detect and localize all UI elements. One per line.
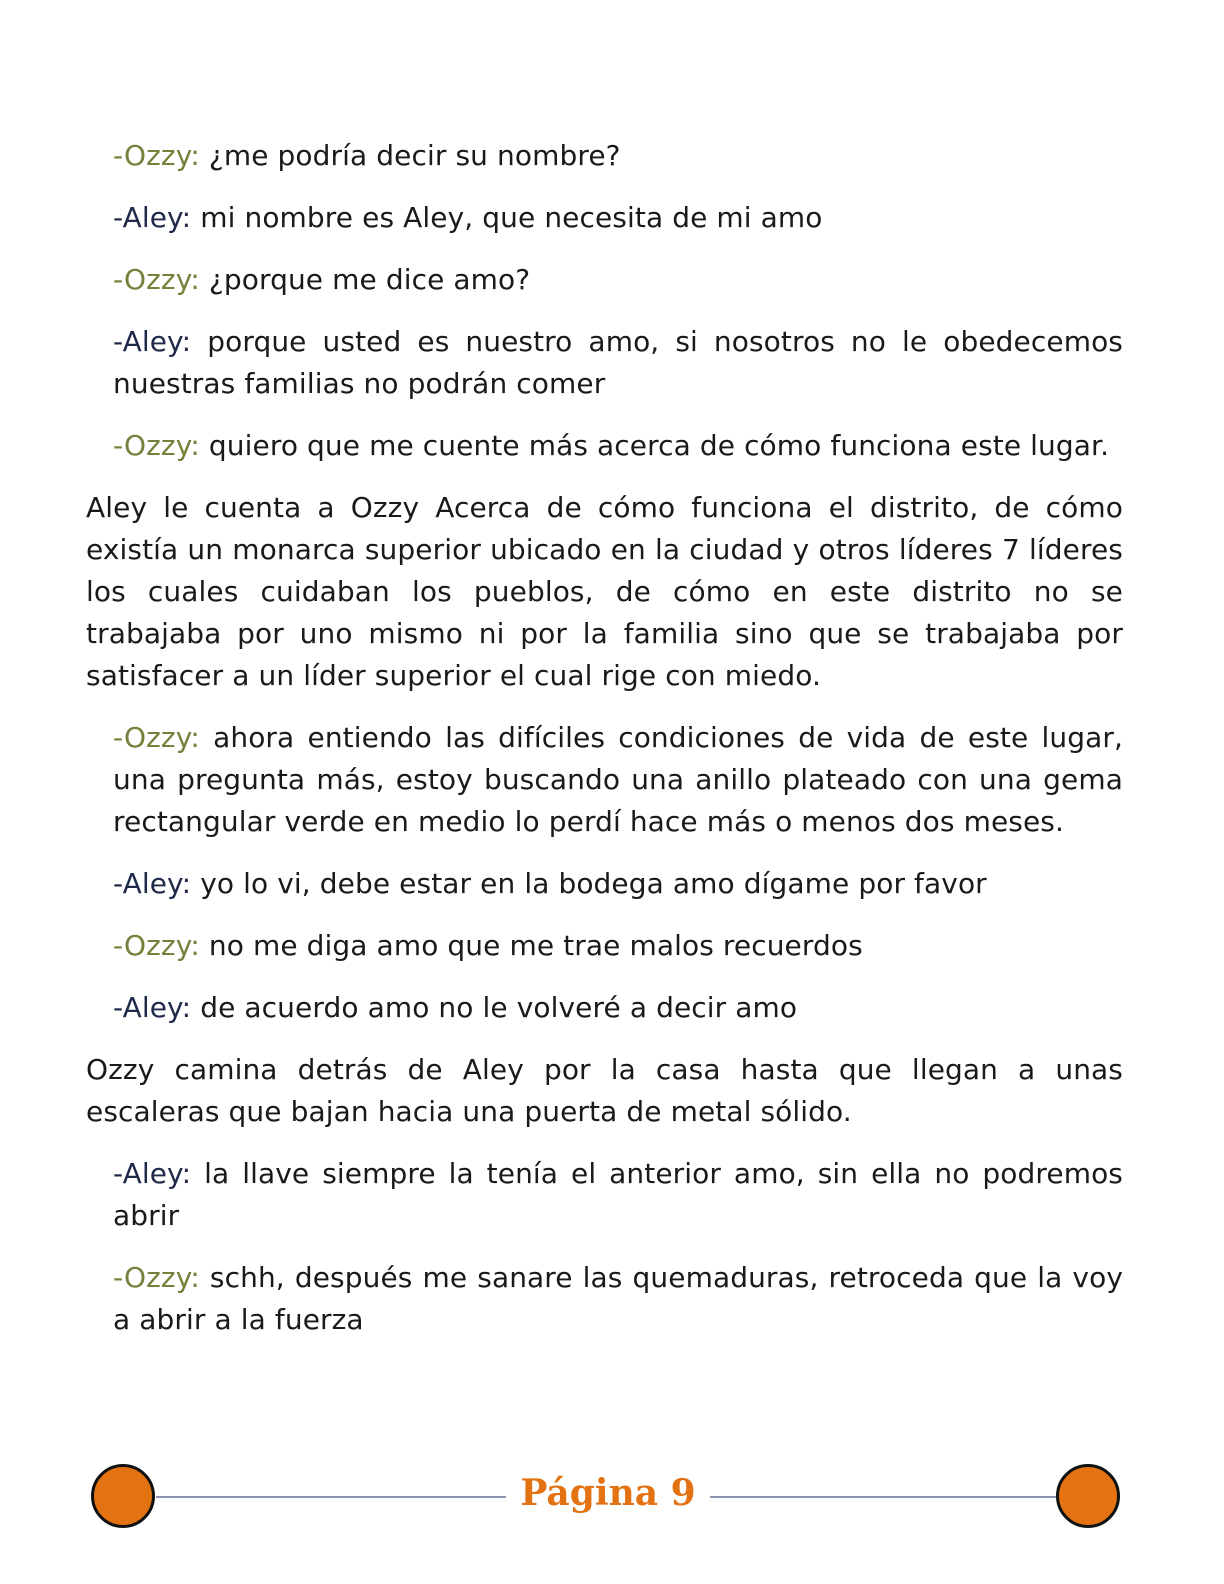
speaker-label: -Ozzy: bbox=[113, 1261, 200, 1294]
footer-divider bbox=[710, 1496, 1056, 1498]
speaker-label: -Ozzy: bbox=[113, 929, 200, 962]
narration-paragraph: Ozzy camina detrás de Aley por la casa hasta que llegan a unas escaleras que bajan hacia una puerta de metal sólido. bbox=[86, 1053, 1123, 1128]
page-body bbox=[86, 135, 1123, 1361]
dialog-text: quiero que me cuente más acerca de cómo funciona este lugar. bbox=[199, 429, 1110, 462]
speaker-label: -Aley: bbox=[113, 201, 192, 234]
dialog-text: no me diga amo que me trae malos recuerdos bbox=[199, 929, 863, 962]
speaker-label: -Aley: bbox=[113, 1157, 192, 1190]
speaker-label: -Ozzy: bbox=[113, 721, 200, 754]
dialog-text: schh, después me sanare las quemaduras, retroceda que la voy a abrir a la fuerza bbox=[113, 1261, 1123, 1336]
dialog-line bbox=[86, 135, 1123, 177]
dialog-line bbox=[86, 717, 1123, 843]
speaker-label: -Ozzy: bbox=[113, 429, 200, 462]
dialog-text: ¿me podría decir su nombre? bbox=[199, 139, 621, 172]
narration-paragraph: Aley le cuenta a Ozzy Acerca de cómo funciona el distrito, de cómo existía un monarca superior ubicado en la ciudad y otros líderes 7 líderes los cuales cuidaban los pueblos, de cómo en este distrito no se trabajaba por uno mismo ni por la familia sino que se trabajaba por satisfacer a un líder superior el cual rige con miedo. bbox=[86, 491, 1123, 692]
dialog-line bbox=[86, 863, 1123, 905]
dialog-text: la llave siempre la tenía el anterior amo, sin ella no podremos abrir bbox=[113, 1157, 1123, 1232]
speaker-label: -Aley: bbox=[113, 867, 192, 900]
dialog-text: ahora entiendo las difíciles condiciones de vida de este lugar, una pregunta más, estoy buscando una anillo plateado con una gema rectangular verde en medio lo perdí hace más o menos dos meses. bbox=[113, 721, 1123, 838]
speaker-label: -Ozzy: bbox=[113, 263, 200, 296]
dialog-text: mi nombre es Aley, que necesita de mi amo bbox=[191, 201, 823, 234]
dialog-line bbox=[86, 259, 1123, 301]
page-footer bbox=[0, 1460, 1224, 1530]
circle-ornament-icon bbox=[1056, 1464, 1120, 1528]
dialog-line bbox=[86, 1153, 1123, 1237]
dialog-line bbox=[86, 925, 1123, 967]
dialog-line bbox=[86, 1257, 1123, 1341]
dialog-text: ¿porque me dice amo? bbox=[199, 263, 531, 296]
dialog-line bbox=[86, 321, 1123, 405]
dialog-text: de acuerdo amo no le volveré a decir amo bbox=[191, 991, 798, 1024]
dialog-line bbox=[86, 425, 1123, 467]
speaker-label: -Ozzy: bbox=[113, 139, 200, 172]
dialog-line bbox=[86, 987, 1123, 1029]
dialog-text: porque usted es nuestro amo, si nosotros no le obedecemos nuestras familias no podrán comer bbox=[113, 325, 1123, 400]
speaker-label: -Aley: bbox=[113, 991, 192, 1024]
circle-ornament-icon bbox=[91, 1464, 155, 1528]
dialog-text: yo lo vi, debe estar en la bodega amo dígame por favor bbox=[191, 867, 987, 900]
speaker-label: -Aley: bbox=[113, 325, 192, 358]
page-number: Página 9 bbox=[520, 1472, 696, 1514]
dialog-line bbox=[86, 197, 1123, 239]
footer-divider bbox=[156, 1496, 506, 1498]
